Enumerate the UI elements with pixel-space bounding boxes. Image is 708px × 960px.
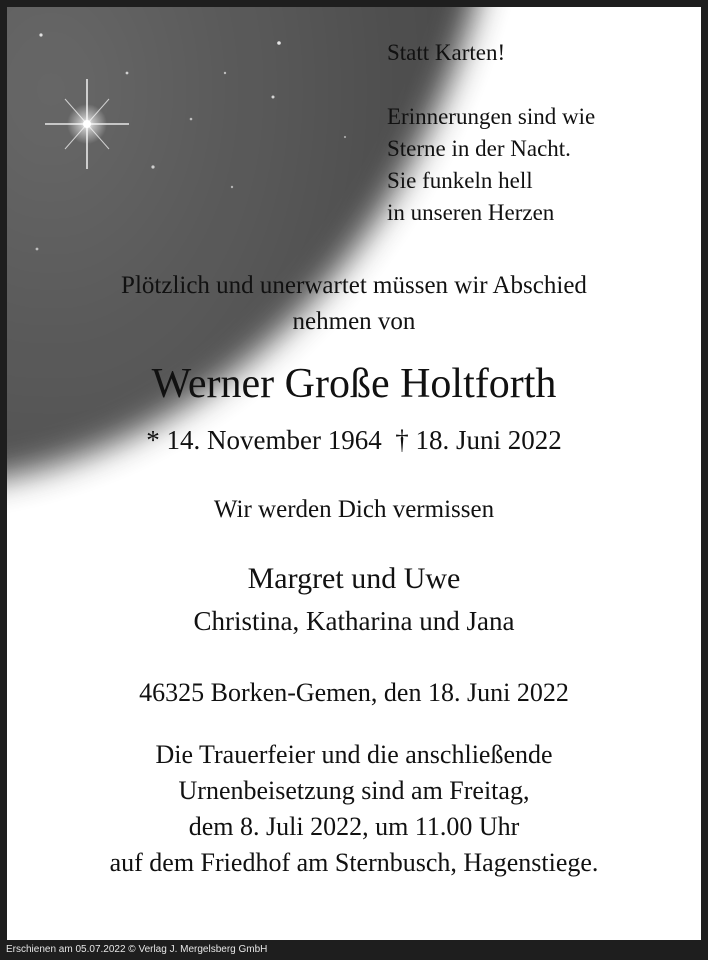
quote-line-1: Erinnerungen sind wie: [387, 104, 596, 129]
life-dates: * 14. November 1964 † 18. Juni 2022: [146, 425, 562, 455]
funeral-line-1: Die Trauerfeier und die anschließende: [155, 740, 553, 769]
bright-star-icon: [45, 79, 129, 169]
quote-line-2: Sterne in der Nacht.: [387, 136, 571, 161]
publication-footer: Erschienen am 05.07.2022 © Verlag J. Mergelsberg GmbH: [6, 944, 268, 955]
intro-line-2: nehmen von: [292, 308, 416, 335]
family-children: Christina, Katharina und Jana: [193, 606, 515, 636]
stars-decoration: [7, 7, 507, 487]
farewell-message: Wir werden Dich vermissen: [213, 496, 495, 523]
statt-karten-label: Statt Karten!: [387, 40, 506, 65]
family-main: Margret und Uwe: [247, 562, 461, 595]
obituary-card: [7, 7, 701, 940]
quote-line-3: Sie funkeln hell: [387, 168, 533, 193]
place-and-date: 46325 Borken-Gemen, den 18. Juni 2022: [139, 678, 569, 707]
intro-line-1: Plötzlich und unerwartet müssen wir Abschied: [121, 272, 587, 299]
deceased-name: Werner Große Holtforth: [151, 361, 557, 407]
quote-line-4: in unseren Herzen: [387, 200, 555, 225]
funeral-line-3: dem 8. Juli 2022, um 11.00 Uhr: [188, 812, 520, 841]
funeral-line-2: Urnenbeisetzung sind am Freitag,: [178, 776, 530, 805]
funeral-line-4: auf dem Friedhof am Sternbusch, Hagenstiege.: [109, 848, 599, 877]
